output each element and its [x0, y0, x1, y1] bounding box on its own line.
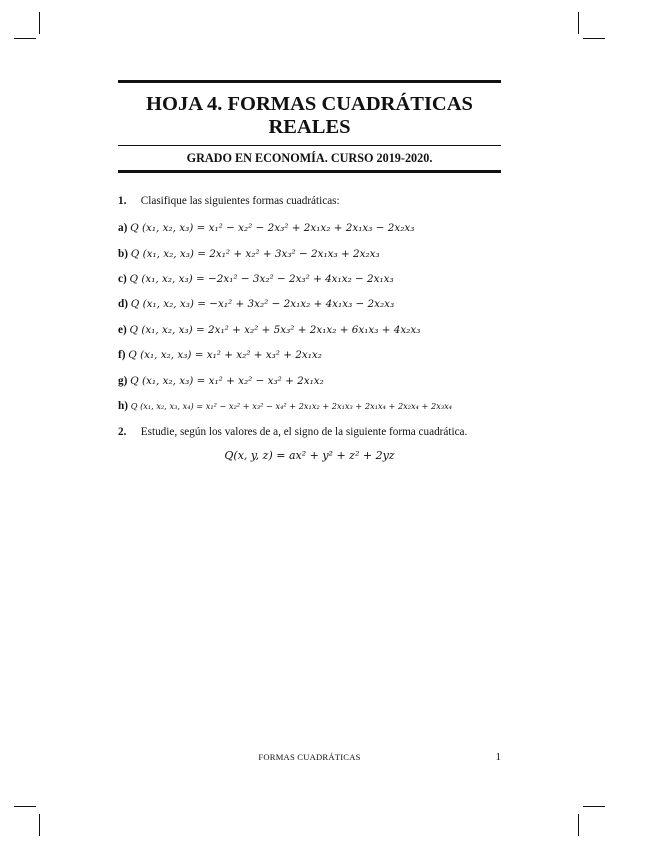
exercise-item	[118, 374, 513, 388]
exercise-1-statement	[118, 194, 513, 208]
item-expression: Q (x₁, x₂, x₃) = 2x₁² + x₂² + 3x₃² − 2x₁x₃ + 2x₂x₃	[130, 248, 380, 260]
item-tag: b)	[118, 248, 128, 260]
title-line-1: HOJA 4. FORMAS CUADRÁTICAS	[146, 93, 473, 115]
item-tag: h)	[118, 400, 128, 412]
top-thick-rule	[118, 80, 501, 83]
exercise-item	[118, 323, 513, 337]
item-tag: g)	[118, 375, 128, 387]
item-tag: d)	[118, 298, 128, 310]
item-expression: Q (x₁, x₂, x₃) = −2x₁² − 3x₂² − 2x₃² + 4x₁x₂ − 2x₁x₃	[129, 273, 394, 285]
item-expression: Q (x₁, x₂, x₃) = x₁² + x₂² − x₃² + 2x₁x₂	[130, 375, 324, 387]
crop-mark	[14, 806, 36, 807]
title-thin-rule	[118, 145, 501, 146]
crop-mark	[578, 12, 579, 34]
exercise-item	[118, 247, 513, 261]
document-subtitle: GRADO EN ECONOMÍA. CURSO 2019-2020.	[186, 151, 433, 165]
crop-mark	[14, 38, 36, 39]
item-tag: f)	[118, 349, 126, 361]
item-expression: Q (x₁, x₂, x₃) = x₁² + x₂² + x₃² + 2x₁x₂	[128, 349, 322, 361]
item-expression: Q (x₁, x₂, x₃) = 2x₁² + x₂² + 5x₃² + 2x₁x₂ + 6x₁x₃ + 4x₂x₃	[129, 324, 421, 336]
item-tag: a)	[118, 222, 128, 234]
exercise-1-number: 1.	[118, 195, 127, 207]
item-expression: Q (x₁, x₂, x₃) = x₁² − x₂² − 2x₃² + 2x₁x₂ + 2x₁x₃ − 2x₂x₃	[130, 222, 415, 234]
exercise-1-text: Clasifique las siguientes formas cuadráticas:	[140, 195, 340, 207]
exercise-item	[118, 221, 513, 235]
item-tag: e)	[118, 324, 127, 336]
exercise-2-expression: Q(x, y, z) = ax² + y² + z² + 2yz	[224, 449, 395, 462]
crop-mark	[39, 814, 40, 836]
crop-mark	[583, 38, 605, 39]
item-tag: c)	[118, 273, 127, 285]
title-line-2: REALES	[268, 116, 351, 138]
exercise-item	[118, 297, 513, 311]
exercise-item	[118, 399, 513, 413]
exercise-2-text: Estudie, según los valores de a, el signo de la siguiente forma cuadrática.	[140, 426, 468, 438]
exercise-2-number: 2.	[118, 426, 127, 438]
crop-mark	[578, 814, 579, 836]
document-title	[118, 93, 501, 139]
exercise-2-formula-row	[118, 449, 501, 463]
crop-mark	[583, 806, 605, 807]
exercise-item	[118, 272, 513, 286]
crop-mark	[39, 12, 40, 34]
subtitle-thick-rule	[118, 170, 501, 173]
footer-title: FORMAS CUADRÁTICAS	[258, 752, 361, 762]
item-expression: Q (x₁, x₂, x₃, x₄) = x₁² − x₂² + x₃² − x₄² + 2x₁x₂ + 2x₁x₃ + 2x₁x₄ + 2x₂x₄ + 2x₃x₄	[130, 401, 453, 411]
exercise-2-statement	[118, 425, 513, 439]
exercise-item	[118, 348, 513, 362]
page-number: 1	[495, 751, 501, 763]
item-expression: Q (x₁, x₂, x₃) = −x₁² + 3x₂² − 2x₁x₂ + 4x₁x₃ − 2x₂x₃	[130, 298, 395, 310]
